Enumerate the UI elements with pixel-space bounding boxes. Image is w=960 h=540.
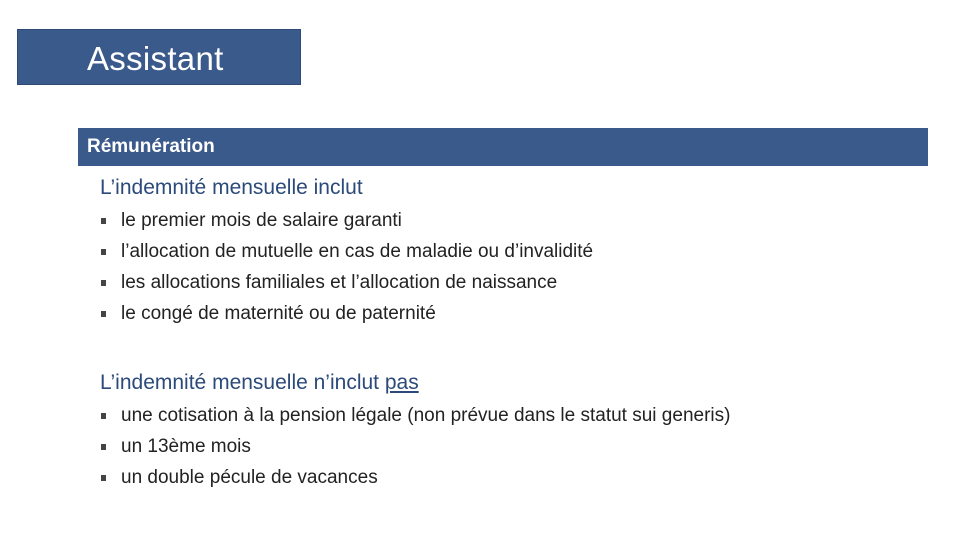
included-heading-text: L’indemnité mensuelle inclut — [100, 176, 363, 199]
slide-title-box — [17, 29, 301, 85]
section-bar — [78, 128, 928, 166]
list-item-text: le premier mois de salaire garanti — [121, 210, 402, 231]
excluded-heading-text: L’indemnité mensuelle n’inclut — [100, 371, 385, 394]
list-item-text: un 13ème mois — [121, 436, 251, 457]
bullet-square-icon — [101, 413, 106, 419]
bullet-square-icon — [101, 218, 106, 224]
excluded-heading-emphasis: pas — [384, 371, 419, 394]
list-item-text: le congé de maternité ou de paternité — [121, 303, 436, 324]
included-heading — [100, 175, 363, 201]
excluded-heading — [100, 370, 419, 396]
list-item-text: un double pécule de vacances — [121, 467, 378, 488]
bullet-square-icon — [101, 475, 106, 481]
slide-title: Assistant — [87, 40, 224, 77]
section-title: Rémunération — [87, 136, 215, 157]
bullet-square-icon — [101, 444, 106, 450]
bullet-square-icon — [101, 280, 106, 286]
bullet-square-icon — [101, 249, 106, 255]
list-item-text: les allocations familiales et l’allocation de naissance — [121, 272, 558, 293]
list-item-text: l’allocation de mutuelle en cas de maladie ou d’invalidité — [121, 241, 594, 262]
list-item-text: une cotisation à la pension légale (non prévue dans le statut sui generis) — [121, 405, 731, 426]
bullet-square-icon — [101, 311, 106, 317]
